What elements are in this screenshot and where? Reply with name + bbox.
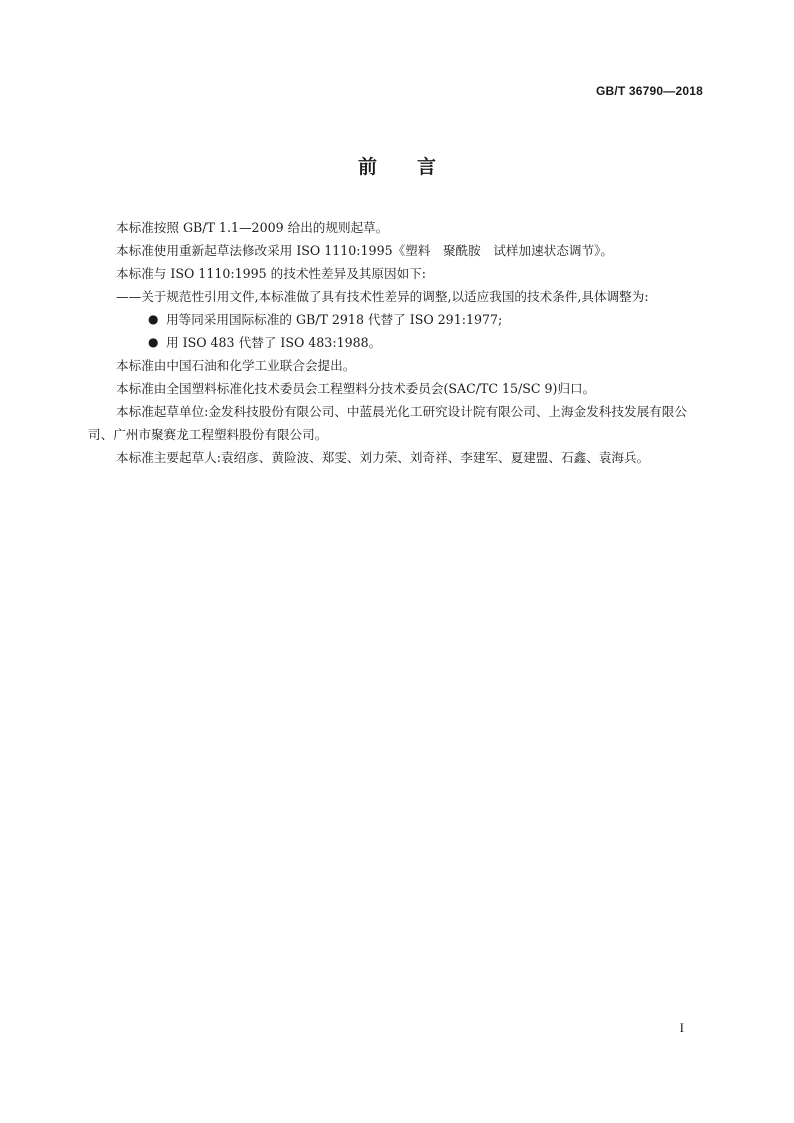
page-number: I bbox=[679, 1020, 684, 1035]
bullet-item-1 bbox=[88, 308, 708, 331]
bullet-text-2: 用 ISO 483 代替了 ISO 483:1988。 bbox=[166, 335, 382, 350]
bullet-icon: ● bbox=[148, 312, 159, 326]
foreword-body bbox=[88, 216, 708, 469]
bullet-item-2 bbox=[88, 331, 708, 354]
paragraph-drafting-units: 本标准起草单位:金发科技股份有限公司、中蓝晨光化工研究设计院有限公司、上海金发科技发展有限公司、广州市聚赛龙工程塑料股份有限公司。 bbox=[88, 404, 687, 442]
title-part-2: 言 bbox=[417, 156, 437, 178]
title-part-1: 前 bbox=[357, 156, 377, 178]
bullet-icon: ● bbox=[148, 335, 159, 349]
standard-code: GB/T 36790—2018 bbox=[595, 84, 703, 98]
dash-item-normative-references: ——关于规范性引用文件,本标准做了具有技术性差异的调整,以适应我国的技术条件,具体调整为: bbox=[116, 289, 649, 304]
page-title bbox=[0, 152, 794, 179]
paragraph-differences: 本标准与 ISO 1110:1995 的技术性差异及其原因如下: bbox=[116, 266, 427, 281]
paragraph-proposed-by: 本标准由中国石油和化学工业联合会提出。 bbox=[116, 358, 356, 373]
paragraph-centralized-by: 本标准由全国塑料标准化技术委员会工程塑料分技术委员会(SAC/TC 15/SC 9)归口。 bbox=[116, 381, 596, 396]
paragraph-drafting-rules: 本标准按照 GB/T 1.1—2009 给出的规则起草。 bbox=[116, 220, 389, 235]
bullet-text-1: 用等同采用国际标准的 GB/T 2918 代替了 ISO 291:1977; bbox=[166, 312, 503, 327]
paragraph-drafters: 本标准主要起草人:袁绍彦、黄险波、郑雯、刘力荣、刘奇祥、李建军、夏建盟、石鑫、袁海兵。 bbox=[116, 450, 650, 465]
paragraph-adoption: 本标准使用重新起草法修改采用 ISO 1110:1995《塑料 聚酰胺 试样加速状态调节》。 bbox=[116, 243, 613, 258]
